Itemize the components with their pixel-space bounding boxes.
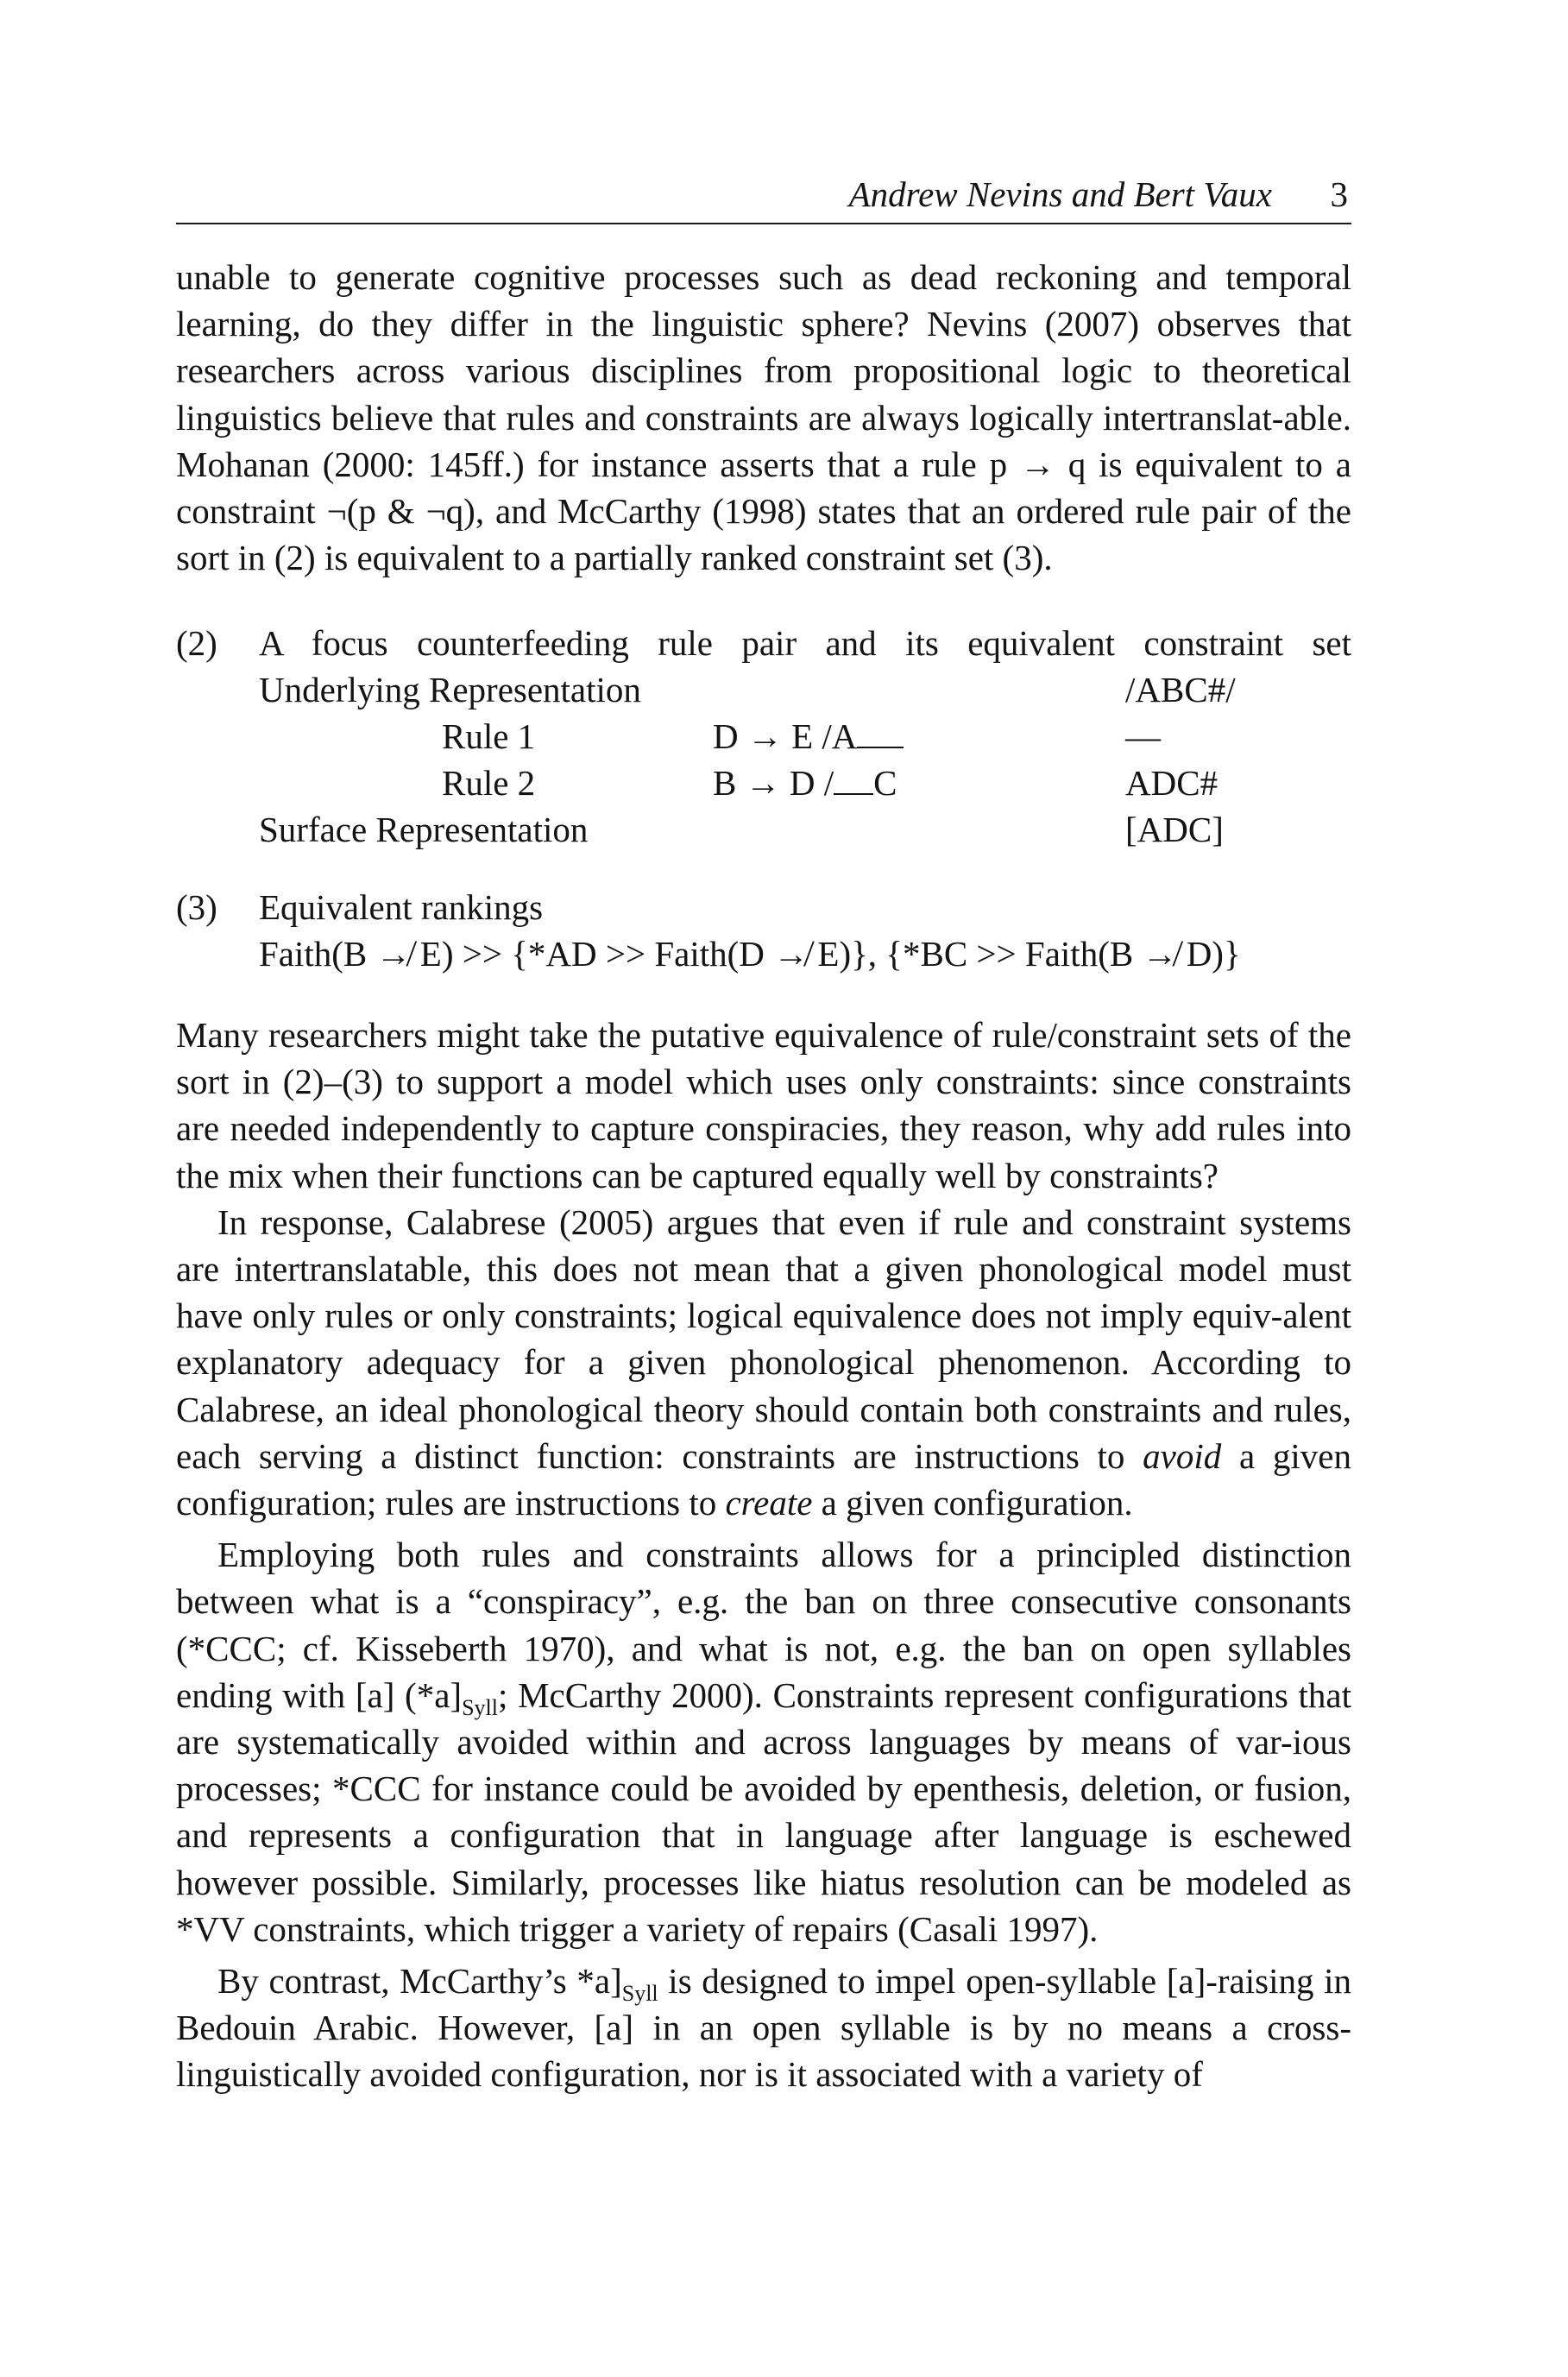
paragraph-5-text-a: By contrast, McCarthy’s *a] bbox=[217, 1961, 622, 2002]
paragraph-3-create: create bbox=[725, 1483, 813, 1523]
example-3-ranking: Faith(B ↛ E) >> {*AD >> Faith(D ↛ E)}, {*BC >> Faith(B ↛ D)} bbox=[259, 934, 1241, 974]
rule-2-expression bbox=[713, 760, 897, 806]
rule-1-text: D → E /A bbox=[713, 716, 858, 756]
body-text-bottom bbox=[176, 1012, 1351, 2098]
example-3 bbox=[176, 884, 1351, 979]
syll-subscript: Syll bbox=[621, 1981, 658, 2007]
example-2-row bbox=[176, 760, 1351, 806]
paragraph-5-text-b: is designed to impel open-syllable [a]-raising in Bedouin Arabic. However, [a] in an open syllable is by no means a cross-linguistically avoided configuration, nor is it associated with a variety of bbox=[176, 1961, 1351, 2095]
paragraph-4-text-a: Employing both rules and constraints allows for a principled distinction between what is a “conspiracy”, e.g. the ban on three consecutive consonants (*CCC; cf. Kisseberth 1970), and what is not, e.g. the ban on open syllables ending with [a] (*a] bbox=[176, 1535, 1351, 1715]
row-label: Rule 1 bbox=[442, 716, 536, 756]
example-2-row bbox=[176, 666, 1351, 713]
paragraph-3 bbox=[176, 1199, 1351, 1526]
example-2 bbox=[176, 620, 1351, 861]
example-2-row bbox=[176, 713, 1351, 760]
paragraph-3-text-c: a given configuration. bbox=[812, 1483, 1133, 1523]
paragraph-2: Many researchers might take the putative equivalence of rule/constraint sets of the sort in (2)–(3) to support a model which uses only constraints: since constraints are needed independently to capture conspiracies, they reason, why add rules into the mix when their functions can be captured equally well by constraints? bbox=[176, 1015, 1351, 1195]
rule-2-lhs: B → D / bbox=[713, 763, 834, 803]
paragraph-5 bbox=[176, 1958, 1351, 2098]
paragraph-3-text-b: a given configuration; rules are instructions to bbox=[176, 1435, 1351, 1523]
row-form: — bbox=[1125, 716, 1161, 756]
row-form: ADC# bbox=[1125, 763, 1219, 803]
example-2-title: A focus counterfeeding rule pair and its equivalent constraint set bbox=[259, 623, 1351, 663]
row-label: Surface Representation bbox=[259, 810, 589, 849]
rule-blank bbox=[857, 719, 904, 748]
syll-subscript: Syll bbox=[462, 1694, 498, 1720]
example-2-number: (2) bbox=[176, 623, 217, 663]
row-label: Rule 2 bbox=[442, 763, 536, 803]
example-3-title: Equivalent rankings bbox=[259, 887, 544, 927]
running-header-authors: Andrew Nevins and Bert Vaux bbox=[848, 174, 1272, 214]
row-label: Underlying Representation bbox=[259, 670, 641, 709]
paragraph-4-text-b: ; McCarthy 2000). Constraints represent configurations that are systematically avoided within and across languages by means of var-ious processes; *CCC for instance could be avoided by epenthesis, deletion, or fusion, and represents a configuration that in language after language is eschewed however possible. Similarly, processes like hiatus resolution can be modeled as *VV constraints, which trigger a variety of repairs (Casali 1997). bbox=[176, 1674, 1351, 1949]
paragraph-1: unable to generate cognitive processes such as dead reckoning and temporal learning, do they differ in the linguistic sphere? Nevins (2007) observes that researchers across various disciplines from propositional logic to theoretical linguistics believe that rules and constraints are always logically intertranslat-able. Mohanan (2000: 145ff.) for instance asserts that a rule p → q is equivalent to a constraint ¬(p & ¬q), and McCarthy (1998) states that an ordered rule pair of the sort in (2) is equivalent to a partially ranked constraint set (3). bbox=[176, 257, 1351, 578]
page-number: 3 bbox=[1330, 174, 1348, 214]
example-3-number: (3) bbox=[176, 887, 217, 927]
row-form: [ADC] bbox=[1125, 810, 1224, 849]
paragraph-4 bbox=[176, 1531, 1351, 1952]
rule-blank bbox=[834, 766, 873, 795]
example-2-row bbox=[176, 806, 1351, 853]
paragraph-3-text-a: In response, Calabrese (2005) argues that even if rule and constraint systems are intertranslatable, this does not mean that a given phonological model must have only rules or only constraints; logical equivalence does not imply equiv-alent explanatory adequacy for a given phonological phenomenon. According to Calabrese, an ideal phonological theory should contain both constraints and rules, each serving a distinct function: constraints are instructions to bbox=[176, 1201, 1351, 1476]
rule-1-lhs bbox=[713, 713, 904, 760]
running-header bbox=[176, 171, 1351, 224]
row-form: /ABC#/ bbox=[1125, 670, 1236, 709]
body-text-top bbox=[176, 254, 1351, 581]
rule-2-rhs: C bbox=[873, 763, 897, 803]
paragraph-3-avoid: avoid bbox=[1143, 1435, 1222, 1476]
